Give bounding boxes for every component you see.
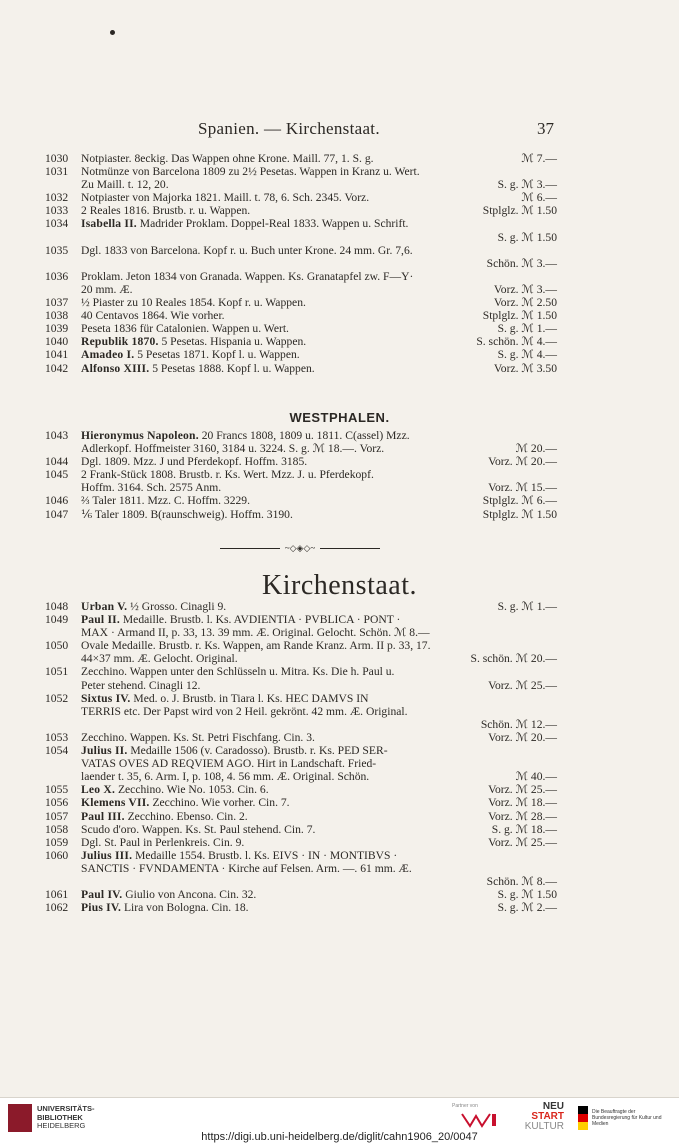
grade-and-price: ℳ 20.— [515,442,557,456]
grade-and-price: S. g. ℳ 1.— [497,600,557,613]
ruler-name: Paul IV. [81,888,123,902]
entry-line [0,508,679,521]
lot-number: 1043 [45,429,69,442]
entry-continuation-line [0,705,679,718]
catalog-entry [0,613,679,639]
catalog-entry [0,836,679,849]
section-spain [0,152,679,375]
page-number: 37 [537,119,554,138]
lot-number: 1031 [45,165,69,179]
lot-number: 1048 [45,600,69,613]
section-kirchenstaat [0,600,679,914]
grade-and-price: Stplglz. ℳ 1.50 [482,507,557,521]
entry-line [0,335,679,348]
entry-description: Zecchino. Wappen unter den Schlüsseln u. Mitra. Ks. Die h. Paul u. [81,665,395,679]
lot-number: 1050 [45,639,69,653]
entry-line [0,296,679,309]
catalog-entry [0,455,679,468]
ruler-name: Paul II. [81,613,120,627]
ruler-name: Alfonso XIII. [81,361,150,375]
entry-description: 20 mm. Æ. [81,282,133,296]
grade-and-price: Vorz. ℳ 3.— [493,282,557,296]
entry-description: Urban V. ½ Grosso. Cinagli 9. [81,600,227,613]
entry-line [0,665,679,678]
lot-number: 1039 [45,322,69,336]
grade-and-price: Schön. ℳ 8.— [486,874,557,888]
entry-line [0,744,679,757]
catalog-entry [0,204,679,217]
catalog-entry [0,244,679,270]
ruler-name: Leo X. [81,783,116,797]
grade-and-price: Vorz. ℳ 20.— [488,730,557,744]
entry-line [0,888,679,901]
ruler-name: Julius II. [81,744,128,758]
lot-number: 1038 [45,309,69,323]
section-westphalen [0,429,679,521]
bkm-label[interactable]: Die Beauftragte der Bundesregierung für Kultur und Medien [592,1109,662,1127]
entry-description: Sixtus IV. Med. o. J. Brustb. in Tiara l. Ks. HEC DAMVS IN [81,691,369,705]
lot-number: 1034 [45,217,69,231]
lot-number: 1037 [45,296,69,310]
grade-and-price: S. schön. ℳ 20.— [470,652,557,666]
entry-description: Hieronymus Napoleon. 20 Francs 1808, 1809 u. 1811. C(assel) Mzz. [81,429,410,442]
ink-spot [110,30,115,35]
viewer-footer [0,1097,679,1146]
lot-number: 1055 [45,783,69,797]
section-heading-westphalen: WESTPHALEN. [289,410,390,425]
grade-and-price: Vorz. ℳ 15.— [488,481,557,495]
ornamental-divider [220,543,380,553]
entry-description: ⅙ Taler 1809. B(raunschweig). Hoffm. 3190. [81,507,293,521]
entry-description: Notpiaster. 8eckig. Das Wappen ohne Krone. Maill. 77, 1. S. g. [81,152,374,165]
section-title-kirchenstaat: Kirchenstaat. [262,570,417,601]
entry-line [0,309,679,322]
catalog-entry [0,783,679,796]
catalog-entry [0,639,679,665]
catalog-entry [0,810,679,823]
lot-number: 1040 [45,335,69,349]
grade-and-price: Vorz. ℳ 3.50 [493,361,557,375]
ruler-name: Hieronymus Napoleon. [81,429,199,442]
entry-description: 44×37 mm. Æ. Gelocht. Original. [81,652,238,666]
entry-line [0,639,679,652]
catalog-entry [0,494,679,507]
catalog-entry [0,600,679,613]
grade-and-price: Vorz. ℳ 25.— [488,678,557,692]
lot-number: 1054 [45,744,69,758]
catalog-entry [0,744,679,783]
catalog-entry [0,508,679,521]
catalog-entry [0,888,679,901]
entry-line [0,823,679,836]
lot-number: 1062 [45,901,69,915]
entry-continuation-line [0,626,679,639]
catalog-entry [0,152,679,165]
entry-continuation-line [0,178,679,191]
entry-description: Paul III. Zecchino. Ebenso. Cin. 2. [81,809,248,823]
catalog-entry [0,468,679,494]
lot-number: 1041 [45,348,69,362]
running-head [0,119,679,141]
grade-and-price: ℳ 7.— [521,152,557,165]
lot-number: 1044 [45,455,69,469]
entry-description: 2 Frank-Stück 1808. Brustb. r. Ks. Wert. Mzz. J. u. Pferdekopf. [81,468,374,482]
catalog-entry [0,849,679,888]
entry-line [0,810,679,823]
catalog-entry [0,270,679,296]
entry-description: Paul IV. Giulio von Ancona. Cin. 32. [81,888,257,902]
lot-number: 1061 [45,888,69,902]
entry-description: Notmünze von Barcelona 1809 zu 2½ Pesetas. Wappen in Kranz u. Wert. [81,165,420,179]
ruler-name: Republik 1870. [81,335,159,349]
ruler-name: Amadeo I. [81,348,135,362]
lot-number: 1032 [45,191,69,205]
grade-and-price: Stplglz. ℳ 1.50 [482,204,557,218]
entry-line [0,613,679,626]
entry-description: Notpiaster von Majorka 1821. Maill. t. 78, 6. Sch. 2345. Vorz. [81,191,370,205]
lot-number: 1057 [45,809,69,823]
lot-number: 1035 [45,243,69,257]
entry-description: Isabella II. Madrider Proklam. Doppel-Real 1833. Wappen u. Schrift. [81,217,409,231]
entry-description: SANCTIS · FVNDAMENTA · Kirche auf Felsen. Arm. —. 61 mm. Æ. [81,861,412,875]
entry-description: Amadeo I. 5 Pesetas 1871. Kopf l. u. Wappen. [81,348,300,362]
university-seal-icon [8,1104,32,1132]
entry-line [0,362,679,375]
entry-description: Ovale Medaille. Brustb. r. Ks. Wappen, am Rande Kranz. Arm. II p. 33, 17. [81,639,431,653]
entry-description: Zecchino. Wappen. Ks. St. Petri Fischfang. Cin. 3. [81,730,315,744]
entry-description: Proklam. Jeton 1834 von Granada. Wappen. Ks. Granatapfel zw. F—Y· [81,269,414,283]
entry-description: 40 Centavos 1864. Wie vorher. [81,309,225,323]
entry-line [0,152,679,165]
entry-continuation-line [0,718,679,731]
catalog-entry [0,217,679,243]
ruler-name: Urban V. [81,600,128,613]
entry-description: Dgl. 1809. Mzz. J und Pferdekopf. Hoffm. 3185. [81,455,308,469]
ruler-name: Paul III. [81,809,125,823]
entry-continuation-line [0,652,679,665]
lot-number: 1049 [45,613,69,627]
entry-continuation-line [0,679,679,692]
catalog-entry [0,322,679,335]
entry-continuation-line [0,862,679,875]
entry-line [0,494,679,507]
entry-description: Pius IV. Lira von Bologna. Cin. 18. [81,901,249,915]
catalog-entry [0,348,679,361]
grade-and-price: S. g. ℳ 3.— [497,178,557,192]
grade-and-price: Vorz. ℳ 20.— [488,455,557,469]
partner-label: Partner von [452,1103,478,1109]
federal-flag-icon [578,1106,588,1130]
grade-and-price: S. g. ℳ 1.50 [497,888,557,902]
entry-continuation-line [0,257,679,270]
entry-line [0,468,679,481]
lot-number: 1060 [45,848,69,862]
ruler-name: Pius IV. [81,901,122,915]
entry-line [0,849,679,862]
catalog-entry [0,165,679,191]
entry-line [0,796,679,809]
entry-description: Klemens VII. Zecchino. Wie vorher. Cin. 7. [81,796,290,810]
entry-line [0,783,679,796]
entry-line [0,204,679,217]
entry-line [0,191,679,204]
ruler-name: Isabella II. [81,217,137,231]
lot-number: 1030 [45,152,69,165]
entry-line [0,901,679,914]
section-westphalen-heading-wrap [0,406,679,429]
lot-number: 1059 [45,835,69,849]
lot-number: 1033 [45,204,69,218]
running-head-title: Spanien. — Kirchenstaat. [198,119,380,138]
entry-description: VATAS OVES AD REQVIEM AGO. Hirt in Landschaft. Fried- [81,757,377,771]
entry-line [0,600,679,613]
entry-description: Leo X. Zecchino. Wie No. 1053. Cin. 6. [81,783,269,797]
entry-description: TERRIS etc. Der Papst wird von 2 Heil. gekrönt. 42 mm. Æ. Original. [81,704,408,718]
grade-and-price: S. g. ℳ 1.— [497,322,557,336]
entry-description: Zu Maill. t. 12, 20. [81,178,169,192]
university-name[interactable]: UNIVERSITÄTS- BIBLIOTHEK HEIDELBERG [37,1104,95,1130]
entry-continuation-line [0,875,679,888]
entry-continuation-line [0,770,679,783]
entry-description: Scudo d'oro. Wappen. Ks. St. Paul stehend. Cin. 7. [81,822,316,836]
grade-and-price: S. g. ℳ 1.50 [497,230,557,244]
catalog-entry [0,309,679,322]
entry-description: Adlerkopf. Hoffmeister 3160, 3184 u. 3224. S. g. ℳ 18.—. Vorz. [81,442,385,456]
catalog-entry [0,191,679,204]
lot-number: 1052 [45,691,69,705]
entry-description: Dgl. St. Paul in Perlenkreis. Cin. 9. [81,835,245,849]
entry-description: MAX · Armand II, p. 33, 13. 39 mm. Æ. Original. Gelocht. Schön. ℳ 8.— [81,626,430,640]
grade-and-price: Schön. ℳ 12.— [480,717,557,731]
entry-description: ½ Piaster zu 10 Reales 1854. Kopf r. u. Wappen. [81,296,306,310]
grade-and-price: Vorz. ℳ 25.— [488,835,557,849]
catalog-entry [0,335,679,348]
entry-line [0,270,679,283]
entry-description: Republik 1870. 5 Pesetas. Hispania u. Wappen. [81,335,307,349]
entry-line [0,692,679,705]
catalog-entry [0,901,679,914]
entry-line [0,165,679,178]
grade-and-price: Stplglz. ℳ 1.50 [482,309,557,323]
grade-and-price: S. g. ℳ 4.— [497,348,557,362]
entry-description: Dgl. 1833 von Barcelona. Kopf r. u. Buch unter Krone. 24 mm. Gr. 7,6. [81,243,413,257]
lot-number: 1058 [45,822,69,836]
entry-description: Paul II. Medaille. Brustb. l. Ks. AVDIENTIA · PVBLICA · PONT · [81,613,401,627]
entry-line [0,429,679,442]
catalog-entry [0,692,679,731]
catalog-entry [0,296,679,309]
entry-description: Peseta 1836 für Catalonien. Wappen u. Wert. [81,322,289,336]
partner-logo-icon[interactable] [458,1110,498,1130]
permalink-url[interactable]: https://digi.ub.uni-heidelberg.de/diglit/cahn1906_20/0047 [201,1131,478,1143]
entry-description: 2 Reales 1816. Brustb. r. u. Wappen. [81,204,251,218]
entry-line [0,731,679,744]
lot-number: 1051 [45,665,69,679]
lot-number: 1036 [45,269,69,283]
divider-ornament: ~◇◈◇~ [284,543,316,553]
lot-number: 1045 [45,468,69,482]
entry-continuation-line [0,757,679,770]
entry-description: Hoffm. 3164. Sch. 2575 Anm. [81,481,222,495]
entry-description: ⅔ Taler 1811. Mzz. C. Hoffm. 3229. [81,494,250,508]
entry-line [0,455,679,468]
entry-description: Peter stehend. Cinagli 12. [81,678,201,692]
grade-and-price: ℳ 6.— [521,191,557,205]
entry-description: Julius III. Medaille 1554. Brustb. l. Ks. EIVS · IN · MONTIBVS · [81,848,398,862]
entry-description: laender t. 35, 6. Arm. I, p. 108, 4. 56 mm. Æ. Original. Schön. [81,770,370,784]
entry-line [0,348,679,361]
grade-and-price: S. g. ℳ 18.— [491,822,557,836]
catalog-entry [0,796,679,809]
entry-description: Julius II. Medaille 1506 (v. Caradosso). Brustb. r. Ks. PED SER- [81,744,388,758]
grade-and-price: Vorz. ℳ 25.— [488,783,557,797]
entry-continuation-line [0,231,679,244]
grade-and-price: Vorz. ℳ 18.— [488,796,557,810]
entry-continuation-line [0,481,679,494]
catalog-entry [0,731,679,744]
catalog-entry [0,665,679,691]
grade-and-price: Vorz. ℳ 2.50 [493,296,557,310]
lot-number: 1047 [45,507,69,521]
lot-number: 1056 [45,796,69,810]
lot-number: 1053 [45,730,69,744]
ruler-name: Sixtus IV. [81,691,131,705]
lot-number: 1042 [45,361,69,375]
neustart-kultur-logo[interactable]: NEU START KULTUR [524,1101,564,1132]
grade-and-price: S. g. ℳ 2.— [497,901,557,915]
lot-number: 1046 [45,494,69,508]
grade-and-price: Vorz. ℳ 28.— [488,809,557,823]
ruler-name: Julius III. [81,848,133,862]
grade-and-price: ℳ 40.— [515,770,557,784]
grade-and-price: S. schön. ℳ 4.— [476,335,557,349]
grade-and-price: Schön. ℳ 3.— [486,256,557,270]
entry-line [0,217,679,230]
ruler-name: Klemens VII. [81,796,150,810]
entry-continuation-line [0,283,679,296]
entry-line [0,244,679,257]
entry-continuation-line [0,442,679,455]
grade-and-price: Stplglz. ℳ 6.— [482,494,557,508]
entry-line [0,322,679,335]
catalog-entry [0,823,679,836]
entry-description: Alfonso XIII. 5 Pesetas 1888. Kopf l. u. Wappen. [81,361,315,375]
catalog-entry [0,362,679,375]
catalog-entry [0,429,679,455]
entry-line [0,836,679,849]
